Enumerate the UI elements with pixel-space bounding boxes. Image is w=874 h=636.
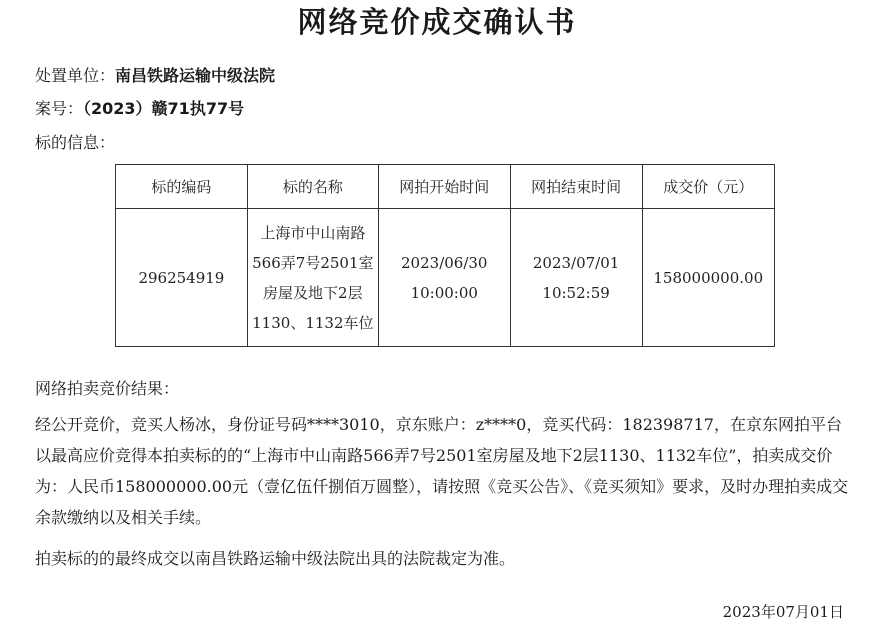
cell-price: 158000000.00 bbox=[642, 209, 774, 347]
header-end-time: 网拍结束时间 bbox=[510, 165, 642, 209]
cell-code: 296254919 bbox=[116, 209, 248, 347]
case-number-row bbox=[35, 97, 244, 121]
document-date: 2023年07月01日 bbox=[722, 603, 844, 621]
name-line: 566弄7号2501室 bbox=[252, 253, 374, 272]
result-label: 网络拍卖竞价结果： bbox=[35, 379, 180, 398]
name-line: 1130、1132车位 bbox=[252, 313, 374, 332]
disposal-unit-value: 南昌铁路运输中级法院 bbox=[115, 66, 276, 85]
name-line: 房屋及地下2层 bbox=[263, 283, 363, 302]
table-header-row bbox=[116, 165, 775, 209]
subject-info-label: 标的信息： bbox=[35, 133, 116, 152]
cell-end-time bbox=[510, 209, 642, 347]
start-date: 2023/06/30 bbox=[401, 253, 488, 272]
header-start-time: 网拍开始时间 bbox=[378, 165, 510, 209]
header-price: 成交价（元） bbox=[642, 165, 774, 209]
case-number-label: 案号： bbox=[35, 99, 84, 118]
start-time: 10:00:00 bbox=[410, 283, 478, 302]
final-note: 拍卖标的的最终成交以南昌铁路运输中级法院出具的法院裁定为准。 bbox=[35, 549, 516, 568]
case-number-value: （2023）赣71执77号 bbox=[83, 99, 245, 118]
end-date: 2023/07/01 bbox=[532, 253, 620, 272]
document-title: 网络竞价成交确认书 bbox=[297, 5, 577, 39]
table-row bbox=[116, 209, 775, 347]
disposal-unit-row bbox=[35, 64, 275, 88]
cell-name bbox=[247, 209, 378, 347]
result-paragraph: 经公开竞价，竞买人杨冰，身份证号码****3010，京东账户：z****0，竞买代码：182398717，在京东网拍平台以最高应价竞得本拍卖标的的“上海市中山南路566弄7号2501室房屋及地下2层1130、1132车位”，拍卖成交价为：人民币158000000.00元（壹亿伍仟捌佰万圆整），请按照《竞买公告》、《竞买须知》要求，及时办理拍卖成交余款缴纳以及相关手续。 bbox=[35, 415, 849, 527]
end-time: 10:52:59 bbox=[542, 283, 610, 302]
header-name: 标的名称 bbox=[247, 165, 378, 209]
header-code: 标的编码 bbox=[116, 165, 248, 209]
disposal-unit-label: 处置单位： bbox=[35, 66, 116, 85]
name-line: 上海市中山南路 bbox=[260, 223, 366, 242]
subject-info-table bbox=[115, 164, 775, 347]
cell-start-time bbox=[378, 209, 510, 347]
